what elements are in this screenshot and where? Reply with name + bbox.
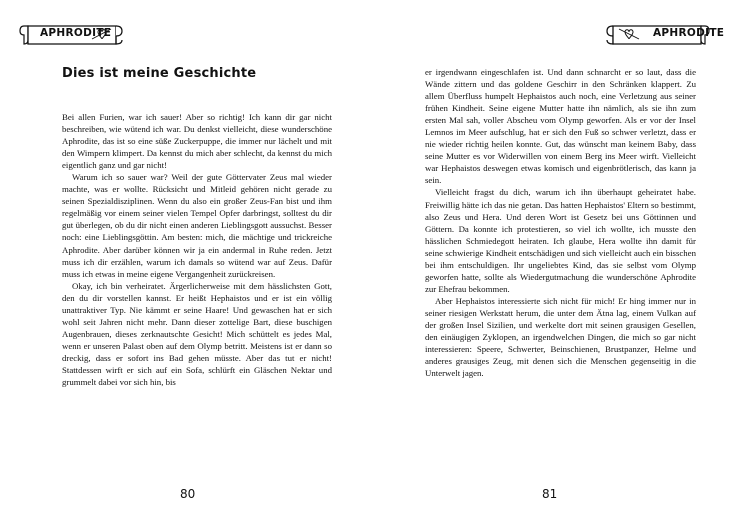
header-banner <box>603 22 725 48</box>
body-text <box>425 66 696 379</box>
page-number: 81 <box>542 487 558 501</box>
paragraph: Aber Hephaistos interessierte sich nicht für mich! Er hing immer nur in seiner riesigen Werkstatt herum, die unter dem Ätna lag, einem Vulkan auf der großen Insel Sizilien, und werkelte dort mit seinen grausigen Gesellen, den einäugigen Zyklopen, an irgendwelchen Dingen, die mich so gar nicht interessieren: Speere, Schwerter, Beinschienen, Brustpanzer, Helme und anderes grausiges Zeug, mit denen sich die Menschen gegenseitig in die Unterwelt jagen. <box>425 295 696 379</box>
paragraph: Okay, ich bin verheiratet. Ärgerlicherweise mit dem hässlichsten Gott, den du dir vorstellen kannst. Er heißt Hephaistos und er ist ein völlig unattraktiver Typ. Nie kämmt er seine Haare! Und gewaschen hat er sich wohl seit Jahren nicht mehr. Dann dieser zottelige Bart, diese buschigen Augenbrauen, dieses zerknautschte Gesicht! Mich schüttelt es jedes Mal, wenn er unseren Palast oben auf dem Olymp betritt. Meistens ist er dann so dreckig, dass er sofort ins Bad gehen müsste. Aber das tut er nicht! Stattdessen wirft er sich auf ein Sofa, schlürft ein Gläschen Nektar und grummelt dabei vor sich hin, bis <box>62 280 332 388</box>
header-title: APHRODITE <box>40 27 112 39</box>
header-banner <box>18 22 126 48</box>
page-number: 80 <box>180 487 196 501</box>
header-title: APHRODITE <box>653 27 725 39</box>
paragraph: Bei allen Furien, war ich sauer! Aber so richtig! Ich kann dir gar nicht beschreiben, wie wütend ich war. Du denkst vielleicht, diese wunderschöne Aphrodite, das ist so eine süße Zuckerpuppe, die immer nur lächelt und mit den Wimpern klimpert. Da kennst du mich aber schlecht, da kennst du mich eigentlich ganz und gar nicht! <box>62 112 332 171</box>
body-text <box>62 111 332 388</box>
paragraph: er irgendwann eingeschlafen ist. Und dann schnarcht er so laut, dass die Wände zittern und das goldene Geschirr in den Schränken klappert. Zu allem Überfluss humpelt Hephaistos auch noch, eine Verletzung aus seiner frühen Kindheit. Seine eigene Mutter hatte ihn nämlich, als sie ihn zum ersten Mal sah, voller Abscheu vom Olymp geworfen. Als er vor der Insel Lemnos im Meer aufschlug, hat er sich den Fuß so schwer verletzt, dass er nie wieder richtig heilen konnte. Gut, das wünscht man keinem Baby, dass seine Mutter es vor Widerwillen von einem Berg ins Meer wirft. Vielleicht war Hephaistos deswegen etwas komisch und eigenbrötlerisch, das kann ja sein. <box>425 67 696 186</box>
right-page <box>375 0 750 523</box>
paragraph: Vielleicht fragst du dich, warum ich ihn überhaupt geheiratet habe. Freiwillig hätte ich das nie getan. Das hatten Hephaistos' Eltern so bestimmt, also Zeus und Hera. Und deren Wort ist Gesetz bei uns Göttinnen und Göttern. Da konnte ich protestieren, so viel ich wollte, ich musste den hässlichen Schmiedegott heiraten. Ich glaube, Hera wollte ihn damit für seine schwierige Kindheit entschädigen und sich vielleicht auch ein bisschen bei ihm entschuldigen. Ihr ungeliebtes Kind, das sie selbst vom Olymp geworfen hatte, sollte als Wiedergutmachung die wunderschöne Aphrodite zur Ehefrau bekommen. <box>425 187 696 294</box>
chapter-title: Dies ist meine Geschichte <box>62 66 257 81</box>
paragraph: Warum ich so sauer war? Weil der gute Göttervater Zeus mal wieder machte, was er wollte. Rücksicht und Mitleid gehören nicht gerade zu seinen Spezialdisziplinen. Wenn du also ein großer Zeus-Fan bist und ihm regelmäßig vor einem seiner vielen Tempel Opfer darbringst, solltest du dir gut überlegen, ob du dir nicht einen anderen Lieblingsgott aussuchst. Besser noch: eine Lieblingsgöttin. Am besten: mich, die mächtige und trickreiche Aphrodite. Aber darüber können wir ja ein andermal in Ruhe reden. Jetzt muss ich dir erzählen, warum ich damals so wütend war auf Zeus. Dafür muss ich etwas in meine eigene Vergangenheit zurückreisen. <box>62 172 332 279</box>
